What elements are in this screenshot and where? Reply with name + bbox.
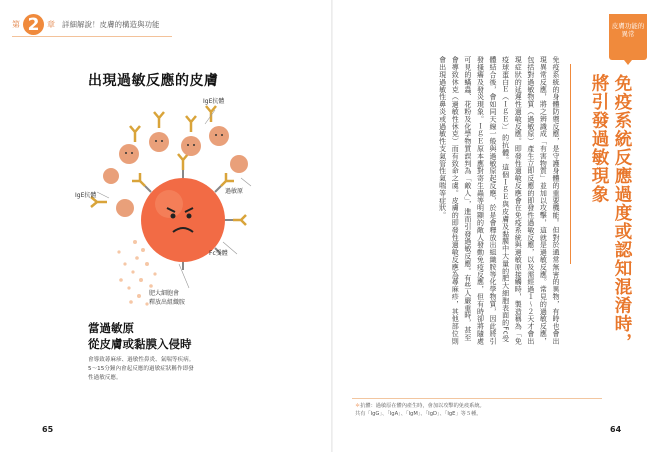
label-mast-cell: 肥大細胞會: [149, 290, 180, 297]
figure-title: 出現過敏反應的皮膚: [88, 73, 219, 89]
page-gutter: [331, 0, 333, 452]
footnote-rule: [352, 398, 602, 399]
label-fc-receptor: Fc受體: [209, 250, 228, 257]
chapter-title: 詳細解說！皮膚的構造與功能: [62, 20, 160, 29]
label-ige-top: IgE抗體: [203, 98, 225, 105]
caption-line-1: 會導致蕁麻疹、過敏性鼻炎、氣喘等疾病。: [88, 357, 195, 363]
footnote: [355, 402, 605, 418]
page-number-right: 64: [610, 425, 622, 434]
section-tag: [609, 14, 647, 60]
headline-line-1: 免疫系統反應過度或認知混淆時，: [612, 74, 632, 352]
caption-line-3: 性過敏反應。: [88, 375, 122, 381]
headline: [587, 74, 633, 352]
caption-body: [88, 356, 238, 383]
headline-line-2: 將引發過敏現象: [589, 74, 609, 204]
allergy-illustration-svg: [75, 92, 265, 312]
label-allergen: 過敏原: [225, 188, 244, 195]
footnote-mark: ＊: [355, 403, 361, 409]
chapter-number-badge: 2: [23, 14, 44, 35]
allergy-illustration: [75, 92, 265, 316]
footnote-line-2: 共有「IgG」、「IgA」、「IgM」、「IgD」、「IgE」等５種。: [355, 411, 482, 417]
footnote-line-1: 抗體：過敏原在體內產生時，會加以攻擊的免疫系統。: [360, 403, 485, 409]
chapter-prefix: 第: [12, 20, 20, 29]
subheading-line-1: 當過敏原: [88, 321, 134, 335]
header-divider: [12, 36, 172, 37]
section-tag-line-2: 異常: [621, 30, 635, 38]
headline-rule: [570, 64, 571, 264]
section-tag-line-1: 皮膚功能的: [611, 22, 645, 30]
label-mast-cell-2: 釋放出組織胺: [149, 299, 186, 306]
article-body: 免疫系統的身體防禦反應，是守護身體的重要機能。但對於通常無害的異物，有時也會出現異常反應，將之辨識成「有害物質」並加以攻擊，這就是過敏反應。常見的過敏反應，包括對過敏物質（過敏原）產生立即反應的即發性過敏反應，以及需經過１～２天才會出現症狀的延遲性過敏反應。即發性過敏反應會在免疫系統與過敏原接觸時，製造稱為「免疫球蛋白Ｅ（ＩｇＥ）」的抗體。這個ＩｇＥ與皮膚及黏膜中大量的肥大細胞表面的Fc受體結合後，會如同天線一般與過敏原起反應，於是會釋放出組織胺等化學物質，因此將引發搔癢及發炎現象。ＩｇＥ原本應對寄生蟲等明顯的敵人發動免疫反應，但有時卻將隨處可見的蟎蟲、花粉及化學物質誤判為「敵人」，進而引發過敏反應。有些人嚴重時，甚至會導致休克（過敏性休克）而有致命之虞。皮膚的即發性過敏反應為蕁麻疹，其他部位則會出現過敏性鼻炎或過敏性支氣管性氣喘等症狀。: [438, 56, 560, 345]
chapter-header: [12, 14, 160, 35]
subheading-line-2: 從皮膚或黏膜入侵時: [88, 337, 192, 351]
page-number-left: 65: [42, 425, 54, 434]
caption-line-2: 5～15分鐘內會起反應的過敏症狀稱作即發: [88, 366, 194, 372]
label-ige-left: IgE抗體: [75, 192, 97, 199]
subheading: [88, 320, 192, 352]
chapter-suffix: 章: [47, 20, 55, 29]
